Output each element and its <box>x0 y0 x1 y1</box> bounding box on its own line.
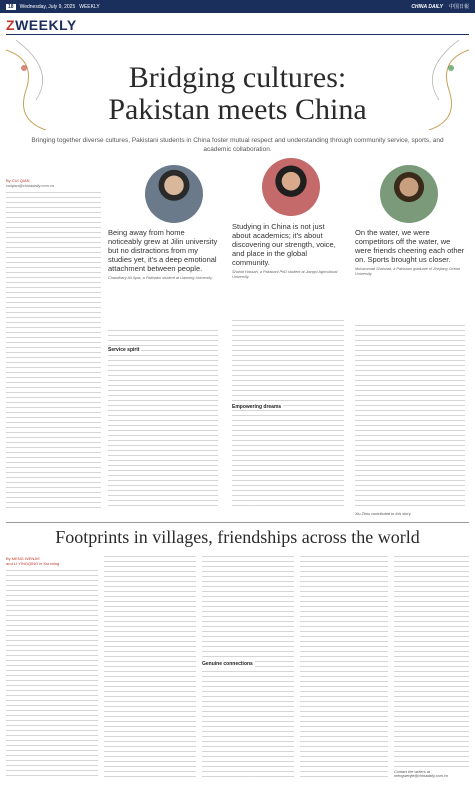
page-header-bar <box>0 0 475 13</box>
lower-column-5 <box>394 556 469 768</box>
subhead-empowering-dreams: Empowering dreams <box>232 404 282 410</box>
headline-dek: Bringing together diverse cultures, Pakistani students in China foster mutual respect and understanding through community service, sports, and academic collaboration. <box>31 137 444 153</box>
endnote-contact: Contact the writers at mengwenjie@chinadaily.com.cn <box>394 770 449 778</box>
byline-top-email: cuiqian@chinadaily.com.cn <box>6 183 55 188</box>
brand-name: CHINA DAILY <box>411 3 443 10</box>
article-column-4 <box>355 325 465 510</box>
subhead-service-spirit: Service spirit <box>108 347 140 353</box>
article-column-2 <box>108 330 218 510</box>
main-headline-line1: Bridging cultures: <box>128 61 347 94</box>
portrait-photo-3 <box>380 165 438 223</box>
page-number: 18 <box>8 3 14 10</box>
pull-quote-2 <box>232 222 344 280</box>
portrait-photo-1 <box>145 165 203 223</box>
article-column-1 <box>6 192 101 510</box>
byline-top-author: By CUI QIAN <box>6 178 30 183</box>
section-title-z: Z <box>6 17 16 33</box>
article-column-3 <box>232 320 344 510</box>
section-title <box>6 17 77 33</box>
pull-quote-3-text: On the water, we were competitors off the water, we were friends cheering each other on. Sports brought us closer. <box>355 228 465 264</box>
brand-name-cn: 中国日報 <box>448 4 469 10</box>
lower-column-4 <box>300 556 388 778</box>
byline-bottom-author: By MENG WENJIE <box>6 556 41 561</box>
byline-bottom <box>6 556 101 566</box>
section-title-rest: WEEKLY <box>15 17 77 33</box>
article-divider <box>6 522 469 523</box>
pull-quote-1-text: Being away from home noticeably grew at Jilin university but no distractions from my studies yet, it's a deep emotional attachment between people. <box>108 228 218 273</box>
byline-bottom-location: and LI YINGQING in Kunming <box>6 561 60 566</box>
pull-quote-3-credit: Muhammad Shahzad, a Pakistani graduate of Zhejiang Ocean University <box>355 267 460 276</box>
section-divider <box>6 34 469 35</box>
section-label: WEEKLY <box>79 3 100 10</box>
pull-quote-3 <box>355 228 465 277</box>
lower-column-1 <box>6 570 98 778</box>
page-date: Wednesday, July 9, 2025 <box>19 3 76 10</box>
endnote-contributor: Xiu Zhou contributed to this story. <box>355 512 412 516</box>
main-headline-line2: Pakistan meets China <box>108 93 367 126</box>
main-headline <box>0 62 475 126</box>
pull-quote-2-text: Studying in China is not just about academics; it's about discovering our strength, voice, and place in the global community. <box>232 222 336 267</box>
portrait-photo-2 <box>262 158 320 216</box>
lower-column-3 <box>202 556 294 778</box>
byline-top <box>6 178 101 188</box>
second-headline: Footprints in villages, friendships across the world <box>55 527 420 547</box>
lower-column-2 <box>104 556 196 778</box>
subhead-genuine-connections: Genuine connections <box>202 661 253 667</box>
pull-quote-1-credit: Chaudhary Ali Ilyas, a Pakistani student at Liaoning University <box>108 276 213 280</box>
pull-quote-2-credit: Shahid Hassan, a Pakistani PhD student at Jiangxi Agricultural University <box>232 270 338 279</box>
pull-quote-1 <box>108 228 218 281</box>
